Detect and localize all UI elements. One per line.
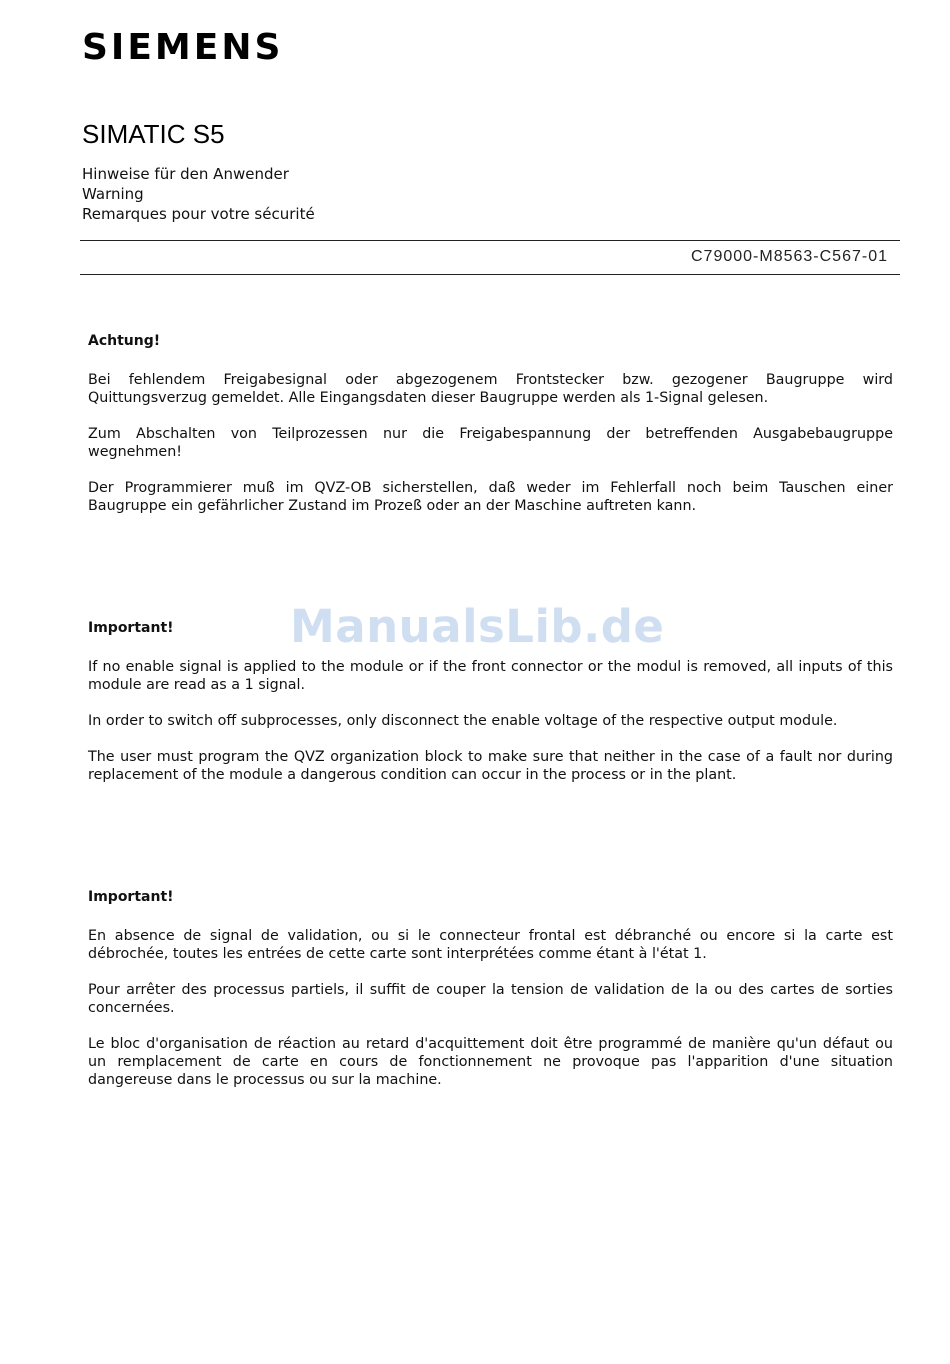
paragraph: Pour arrêter des processus partiels, il suffit de couper la tension de validation de la ou des cartes de sorties concernées. bbox=[88, 982, 893, 1016]
siemens-logo: SIEMENS bbox=[82, 27, 284, 68]
header-divider-top bbox=[80, 240, 900, 241]
header-divider-bottom bbox=[80, 274, 900, 275]
paragraph: The user must program the QVZ organization block to make sure that neither in the case of a fault nor during replacement of the module a dangerous condition can occur in the process or in the plant. bbox=[88, 749, 893, 783]
subtitle-german: Hinweise für den Anwender bbox=[82, 165, 289, 183]
paragraph: Zum Abschalten von Teilprozessen nur die Freigabespannung der betreffenden Ausgabebaugruppe wegnehmen! bbox=[88, 426, 893, 460]
section-french bbox=[88, 888, 893, 1107]
section-heading: Achtung! bbox=[88, 333, 161, 349]
paragraph: In order to switch off subprocesses, only disconnect the enable voltage of the respective output module. bbox=[88, 713, 838, 729]
paragraph: If no enable signal is applied to the module or if the front connector or the modul is removed, all inputs of this module are read as a 1 signal. bbox=[88, 659, 893, 693]
section-heading: Important! bbox=[88, 889, 174, 905]
section-heading: Important! bbox=[88, 620, 174, 636]
paragraph: En absence de signal de validation, ou si le connecteur frontal est débranché ou encore si la carte est débrochée, toutes les entrées de cette carte sont interprétées comme étant à l'état 1. bbox=[88, 928, 893, 962]
watermark: ManualsLib.de bbox=[290, 600, 665, 653]
subtitle-block bbox=[82, 164, 315, 224]
subtitle-french: Remarques pour votre sécurité bbox=[82, 205, 315, 223]
paragraph: Der Programmierer muß im QVZ-OB sicherstellen, daß weder im Fehlerfall noch beim Tauschen einer Baugruppe ein gefährlicher Zustand im Prozeß oder an der Maschine auftreten kann. bbox=[88, 480, 893, 514]
document-number: C79000-M8563-C567-01 bbox=[691, 248, 888, 265]
section-german bbox=[88, 332, 893, 533]
product-title: SIMATIC S5 bbox=[82, 119, 225, 149]
paragraph: Bei fehlendem Freigabesignal oder abgezogenem Frontstecker bzw. gezogener Baugruppe wird Quittungsverzug gemeldet. Alle Eingangsdaten dieser Baugruppe werden als 1-Signal gelesen. bbox=[88, 372, 893, 406]
paragraph: Le bloc d'organisation de réaction au retard d'acquittement doit être programmé de manière qu'un défaut ou un remplacement de carte en cours de fonctionnement ne provoque pas l'apparition d'une situation dangereuse dans le processus ou sur la machine. bbox=[88, 1036, 893, 1088]
subtitle-english: Warning bbox=[82, 185, 144, 203]
